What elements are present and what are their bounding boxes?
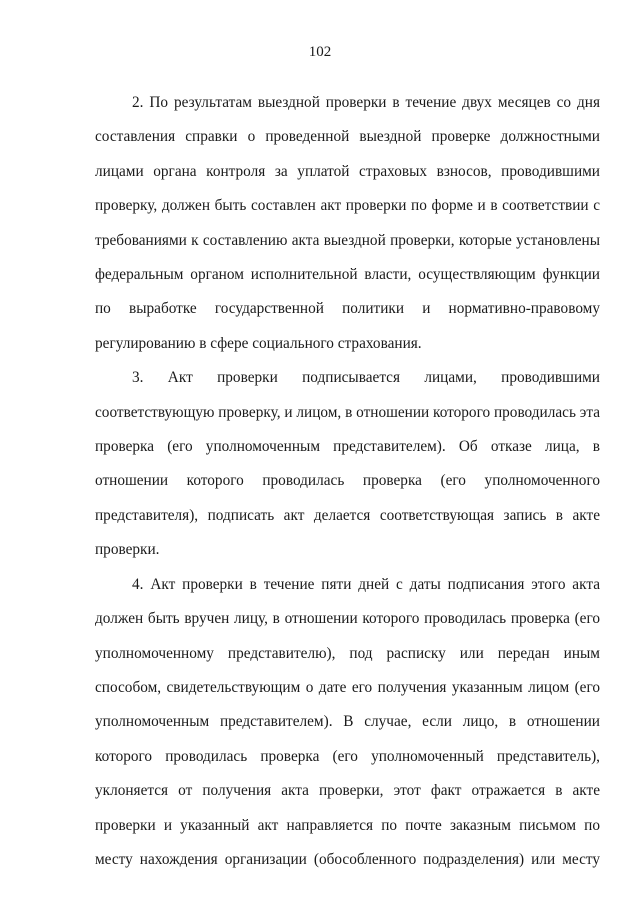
page-number: 102 (308, 44, 332, 60)
document-body (95, 86, 600, 877)
paragraph-clause-4: 4. Акт проверки в течение пяти дней с даты подписания этого акта должен быть вручен лицу, в отношении которого проводилась проверка (его уполномоченному представителю), под расписку или передан иным способом, свидетельствующим о дате его получения указанным лицом (его уполномоченным представителем). В случае, если лицо, в отношении которого проводилась проверка (его уполномоченный представитель), уклоняется от получения акта проверки, этот факт отражается в акте проверки и указанный акт направляется по почте заказным письмом по месту нахождения организации (обособленного подразделения) или месту (95, 575, 600, 868)
paragraph-clause-3: 3. Акт проверки подписывается лицами, проводившими соответствующую проверку, и лицом, в отношении которого проводилась эта проверка (его уполномоченным представителем). Об отказе лица, в отношении которого проводилась проверка (его уполномоченного представителя), подписать акт делается соответствующая запись в акте проверки. (95, 369, 600, 559)
paragraph-clause-2: 2. По результатам выездной проверки в течение двух месяцев со дня составления справки о проведенной выездной проверке должностными лицами органа контроля за уплатой страховых взносов, проводившими проверку, должен быть составлен акт проверки по форме и в соответствии с требованиями к составлению акта выездной проверки, которые установлены федеральным органом исполнительной власти, осуществляющим функции по выработке государственной политики и нормативно-правовому регулированию в сфере социального страхования. (95, 94, 600, 352)
